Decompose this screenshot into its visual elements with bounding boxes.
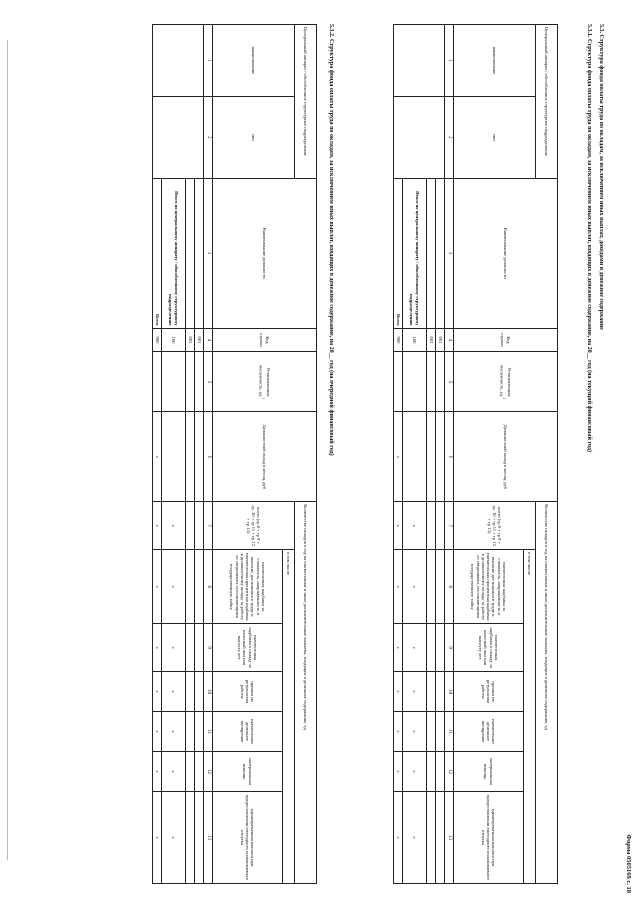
unit-name-cell[interactable] xyxy=(153,25,204,97)
col-num: 12 xyxy=(445,752,454,792)
col8-header: ежемесячная надбавка за сложность, напряженность и высокие достижения в труде и ежемесячная процентная надбавка к должностному окладу за работу со сведениями, составляющими государственную тайну xyxy=(454,550,524,624)
x-mark: х xyxy=(394,412,403,502)
salary-cell[interactable] xyxy=(186,412,195,502)
col-num: 8 xyxy=(204,550,213,624)
col-num: 1 xyxy=(445,25,454,97)
value-cell[interactable] xyxy=(436,672,445,712)
form-code: Форма 0505169 с. 18 xyxy=(625,834,632,893)
col-num: 4 xyxy=(204,328,213,352)
salary-structure-table-current xyxy=(393,24,558,884)
staff-footnote: 1 xyxy=(502,397,507,400)
type-header: тип xyxy=(454,96,536,178)
col9-header: ежемесячная надбавка к окладу за классный чин или выслугу лет xyxy=(454,624,524,672)
x-mark: х xyxy=(153,752,162,792)
salary-cell[interactable] xyxy=(427,412,436,502)
value-cell[interactable] xyxy=(186,792,195,884)
x-mark: х xyxy=(153,502,162,550)
staff-header xyxy=(454,352,558,412)
col-num: 10 xyxy=(204,672,213,712)
total-header: всего (гр 8 + гр 9 + гр. 10 + гр 11 + гр 12 + гр 13) xyxy=(213,502,295,550)
value-cell[interactable] xyxy=(436,752,445,792)
x-mark: х xyxy=(403,502,427,550)
salary-cell[interactable] xyxy=(195,412,204,502)
name-header: наименование xyxy=(213,25,295,97)
code-header: Код строки xyxy=(454,328,558,352)
col-num: 7 xyxy=(445,502,454,550)
x-mark: х xyxy=(403,672,427,712)
staff-cell[interactable] xyxy=(436,352,445,412)
row-code: 002 xyxy=(427,328,436,352)
x-mark: х xyxy=(394,624,403,672)
value-cell[interactable] xyxy=(195,550,204,624)
position-cell[interactable] xyxy=(195,178,204,328)
value-cell[interactable] xyxy=(195,792,204,884)
position-header: Наименование должности xyxy=(454,178,558,328)
x-mark: х xyxy=(394,550,403,624)
position-header: Наименование должности xyxy=(213,178,317,328)
x-mark: х xyxy=(153,624,162,672)
col-num: 1 xyxy=(204,25,213,97)
itog-code: 100 xyxy=(403,328,427,352)
itog-code: 100 xyxy=(162,328,186,352)
value-cell[interactable] xyxy=(186,550,195,624)
value-cell[interactable] xyxy=(436,712,445,752)
value-cell[interactable] xyxy=(427,712,436,752)
value-cell[interactable] xyxy=(427,550,436,624)
staff-cell[interactable] xyxy=(186,352,195,412)
col10-header: премии по результатам работы xyxy=(454,672,524,712)
value-cell[interactable] xyxy=(436,550,445,624)
x-mark: х xyxy=(153,712,162,752)
total-cell[interactable] xyxy=(186,502,195,550)
staff-cell[interactable] xyxy=(403,352,427,412)
x-mark: х xyxy=(394,712,403,752)
col-num: 9 xyxy=(445,624,454,672)
x-mark: х xyxy=(153,672,162,712)
staff-label: Установленная численность, ед. xyxy=(499,364,512,398)
total-header: всего (гр 8 + гр 9 + гр. 10 + гр 11 + гр 12 + гр 13) xyxy=(454,502,536,550)
position-cell[interactable] xyxy=(427,178,436,328)
unit-group-header: Центральный аппарат / обособленное структурное подразделение xyxy=(536,25,558,179)
x-mark: х xyxy=(162,752,186,792)
incl-header: в том числе xyxy=(524,550,536,884)
table-row xyxy=(436,25,445,884)
staff-cell[interactable] xyxy=(195,352,204,412)
unit-group-header: Центральный аппарат / обособленное структурное подразделение xyxy=(295,25,317,179)
salary-structure-table-next xyxy=(152,24,317,884)
col-num: 12 xyxy=(204,752,213,792)
vsego-code: 900 xyxy=(394,328,403,352)
incl-header: в том числе xyxy=(283,550,295,884)
col-num: 3 xyxy=(445,178,454,328)
table-2-title: 5.3.2. Структура фонда оплаты труда по окладам, за исключением иных выплат, входящих в денежное содержание, на 20__ год (на очередной финансовый год) xyxy=(328,24,334,456)
value-cell[interactable] xyxy=(436,792,445,884)
staff-cell[interactable] xyxy=(394,352,403,412)
value-cell[interactable] xyxy=(427,624,436,672)
x-mark: х xyxy=(153,550,162,624)
value-cell[interactable] xyxy=(186,672,195,712)
col13-header: единовременная выплата при предоставлении ежегодного оплачиваемого отпуска xyxy=(213,792,283,884)
table-row xyxy=(195,25,204,884)
salary-cell[interactable] xyxy=(403,412,427,502)
col-num: 5 xyxy=(204,352,213,412)
unit-type-cell[interactable] xyxy=(153,96,204,178)
x-mark: х xyxy=(403,712,427,752)
total-cell[interactable] xyxy=(427,502,436,550)
name-header: наименование xyxy=(454,25,536,97)
section-title: 5.3. Структура фонда оплаты труда по окладам, за исключением иных выплат, доходами и денежное содержание xyxy=(598,24,604,330)
staff-header xyxy=(213,352,317,412)
col-num: 11 xyxy=(445,712,454,752)
type-header: тип xyxy=(213,96,295,178)
row-code: 001 xyxy=(195,328,204,352)
row-code: 002 xyxy=(186,328,195,352)
value-cell[interactable] xyxy=(186,624,195,672)
value-cell[interactable] xyxy=(427,752,436,792)
col-num: 6 xyxy=(445,412,454,502)
x-mark: х xyxy=(162,502,186,550)
x-mark: х xyxy=(394,752,403,792)
x-mark: х xyxy=(153,412,162,502)
unit-name-cell[interactable] xyxy=(394,25,445,97)
itog-label: Итого по центральному аппарату / обособленному структурному подразделению xyxy=(162,178,186,328)
value-cell[interactable] xyxy=(195,624,204,672)
salary-header: Должностной оклад в месяц, руб xyxy=(454,412,558,502)
extra-payments-header: Количество окладов в год на ежемесячные и иные дополнительные выплаты, входящие в денежное содержание, ед xyxy=(295,502,317,884)
scan-edge-line xyxy=(7,40,8,860)
col-num: 5 xyxy=(445,352,454,412)
salary-header: Должностной оклад в месяц, руб xyxy=(213,412,317,502)
x-mark: х xyxy=(162,712,186,752)
table-1-title: 5.3.1. Структура фонда оплаты труда по окладам, за исключением иных выплат, входящих в денежное содержание, на 20__ год (на текущий финансовый год) xyxy=(586,24,592,452)
col-num: 8 xyxy=(445,550,454,624)
col-num: 10 xyxy=(445,672,454,712)
salary-cell[interactable] xyxy=(162,412,186,502)
value-cell[interactable] xyxy=(195,752,204,792)
x-mark: х xyxy=(162,624,186,672)
x-mark: х xyxy=(394,672,403,712)
col-num: 11 xyxy=(204,712,213,752)
staff-footnote: 1 xyxy=(261,397,266,400)
vsego-code: 900 xyxy=(153,328,162,352)
value-cell[interactable] xyxy=(427,672,436,712)
x-mark: х xyxy=(403,752,427,792)
value-cell[interactable] xyxy=(195,672,204,712)
col12-header: материальная помощь xyxy=(213,752,283,792)
staff-cell[interactable] xyxy=(427,352,436,412)
code-header: Код строки xyxy=(213,328,317,352)
salary-cell[interactable] xyxy=(436,412,445,502)
x-mark: х xyxy=(394,792,403,884)
col13-header: единовременная выплата при предоставлении ежегодного оплачиваемого отпуска xyxy=(454,792,524,884)
row-code: 001 xyxy=(436,328,445,352)
position-cell[interactable] xyxy=(186,178,195,328)
col11-header: ежемесячное денежное поощрение xyxy=(213,712,283,752)
value-cell[interactable] xyxy=(195,712,204,752)
x-mark: х xyxy=(162,792,186,884)
x-mark: х xyxy=(162,550,186,624)
col9-header: ежемесячная надбавка к окладу за классный чин или выслугу лет xyxy=(213,624,283,672)
col-num: 4 xyxy=(445,328,454,352)
col-num: 3 xyxy=(204,178,213,328)
value-cell[interactable] xyxy=(186,712,195,752)
x-mark: х xyxy=(403,550,427,624)
col8-header: ежемесячная надбавка за сложность, напряженность и высокие достижения в труде и ежемесячная процентная надбавка к должностному окладу за работу со сведениями, составляющими государственную тайну xyxy=(213,550,283,624)
col11-header: ежемесячное денежное поощрение xyxy=(454,712,524,752)
itog-label: Итого по центральному аппарату / обособленному структурному подразделению xyxy=(403,178,427,328)
total-cell[interactable] xyxy=(195,502,204,550)
staff-cell[interactable] xyxy=(153,352,162,412)
staff-cell[interactable] xyxy=(162,352,186,412)
col-num: 13 xyxy=(445,792,454,884)
position-cell[interactable] xyxy=(436,178,445,328)
col-num: 6 xyxy=(204,412,213,502)
col10-header: премии по результатам работы xyxy=(213,672,283,712)
value-cell[interactable] xyxy=(427,792,436,884)
extra-payments-header: Количество окладов в год на ежемесячные и иные дополнительные выплаты, входящие в денежное содержание, ед xyxy=(536,502,558,884)
x-mark: х xyxy=(153,792,162,884)
unit-type-cell[interactable] xyxy=(394,96,445,178)
x-mark: х xyxy=(403,624,427,672)
x-mark: х xyxy=(162,672,186,712)
vsego-label: Всего xyxy=(153,178,162,328)
x-mark: х xyxy=(403,792,427,884)
col-num: 9 xyxy=(204,624,213,672)
col-num: 2 xyxy=(204,96,213,178)
col12-header: материальная помощь xyxy=(454,752,524,792)
total-cell[interactable] xyxy=(436,502,445,550)
col-num: 2 xyxy=(445,96,454,178)
col-num: 7 xyxy=(204,502,213,550)
staff-label: Установленная численность, ед. xyxy=(258,364,271,398)
x-mark: х xyxy=(394,502,403,550)
value-cell[interactable] xyxy=(186,752,195,792)
vsego-label: Всего xyxy=(394,178,403,328)
col-num: 13 xyxy=(204,792,213,884)
value-cell[interactable] xyxy=(436,624,445,672)
